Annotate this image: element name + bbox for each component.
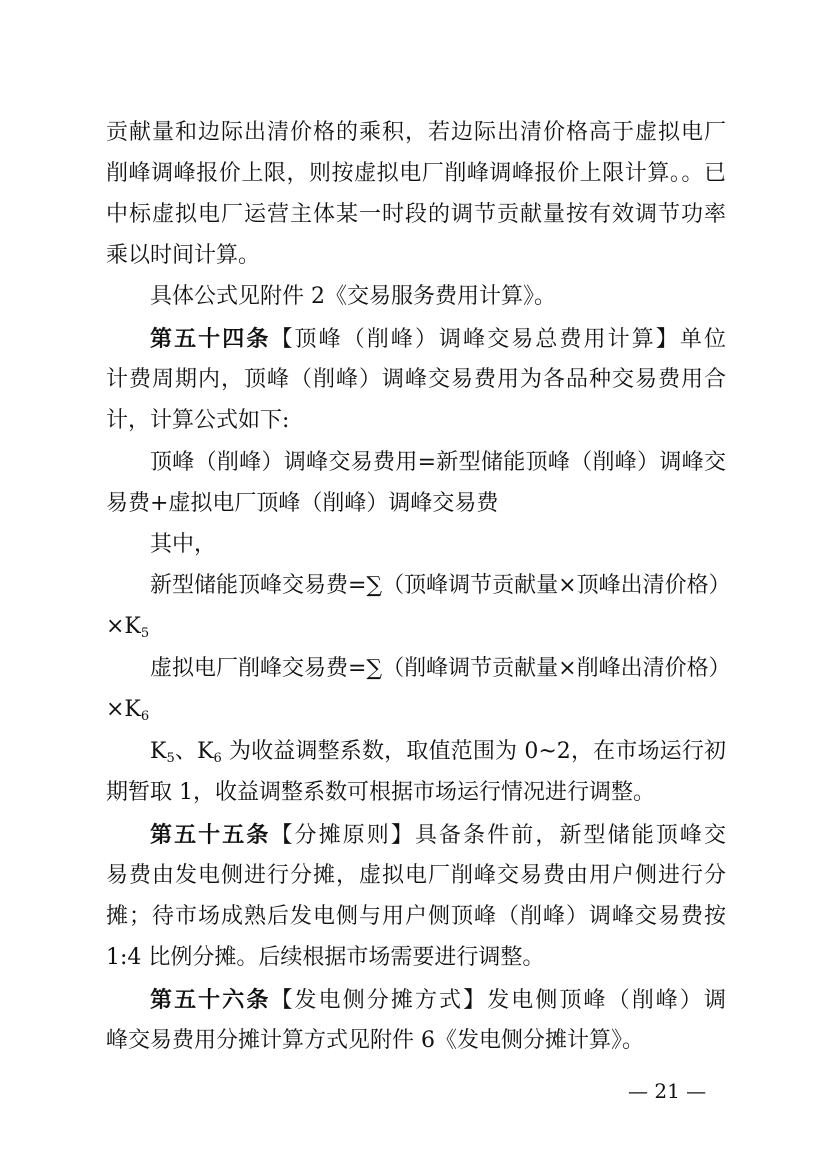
body-line: 中标虚拟电厂运营主体某一时段的调节贡献量按有效调节功率 bbox=[106, 202, 726, 227]
formula-coefficient: ×K bbox=[106, 614, 141, 639]
article-56-line bbox=[150, 983, 726, 1018]
article-55-line bbox=[150, 818, 726, 853]
article-54-text: 【顶峰（削峰）调峰交易总费用计算】单位 bbox=[270, 327, 726, 352]
article-56-text: 【发电侧分摊方式】发电侧顶峰（削峰）调 bbox=[270, 988, 726, 1013]
article-54-heading: 第五十四条 bbox=[150, 326, 271, 352]
coefficient-k: K bbox=[150, 739, 167, 764]
article-55-heading: 第五十五条 bbox=[150, 822, 271, 848]
body-line: 易费由发电侧进行分摊，虚拟电厂削峰交易费由用户侧进行分 bbox=[106, 863, 726, 888]
body-line: 其中， bbox=[150, 532, 217, 557]
formula-line: 顶峰（削峰）调峰交易费用=新型储能顶峰（削峰）调峰交 bbox=[150, 450, 726, 475]
coefficient-subscript: 5 bbox=[166, 751, 175, 766]
coefficient-k: 、K bbox=[174, 739, 214, 764]
formula-coefficient: ×K bbox=[106, 697, 141, 722]
body-line: 贡献量和边际出清价格的乘积，若边际出清价格高于虚拟电厂 bbox=[106, 120, 726, 145]
body-line: 期暂取 1，收益调整系数可根据市场运行情况进行调整。 bbox=[106, 780, 655, 805]
body-line: 具体公式见附件 2《交易服务费用计算》。 bbox=[150, 284, 556, 309]
body-line: 削峰调峰报价上限，则按虚拟电厂削峰调峰报价上限计算。。已 bbox=[106, 161, 726, 186]
formula-subscript: 6 bbox=[140, 709, 150, 724]
body-line: 1:4 比例分摊。后续根据市场需要进行调整。 bbox=[106, 945, 545, 970]
formula-line bbox=[106, 693, 726, 727]
body-text: 为收益调整系数，取值范围为 0~2，在市场运行初 bbox=[221, 739, 726, 764]
body-line: 峰交易费用分摊计算方式见附件 6《发电侧分摊计算》。 bbox=[106, 1028, 644, 1053]
body-line bbox=[150, 735, 726, 769]
body-line: 计费周期内，顶峰（削峰）调峰交易费用为各品种交易费用合 bbox=[106, 367, 726, 392]
formula-line: 易费+虚拟电厂顶峰（削峰）调峰交易费 bbox=[106, 491, 499, 516]
formula-line: 新型储能顶峰交易费=∑（顶峰调节贡献量×顶峰出清价格） bbox=[150, 573, 731, 598]
coefficient-subscript: 6 bbox=[213, 751, 222, 766]
formula-line bbox=[106, 610, 726, 644]
body-line: 计，计算公式如下: bbox=[106, 408, 290, 433]
formula-subscript: 5 bbox=[140, 626, 150, 641]
page-number: — 21 — bbox=[628, 1079, 707, 1103]
article-56-heading: 第五十六条 bbox=[150, 987, 271, 1013]
formula-line: 虚拟电厂削峰交易费=∑（削峰调节贡献量×削峰出清价格） bbox=[150, 656, 731, 681]
body-line: 摊；待市场成熟后发电侧与用户侧顶峰（削峰）调峰交易费按 bbox=[106, 904, 726, 929]
body-line: 乘以时间计算。 bbox=[106, 243, 261, 268]
article-55-text: 【分摊原则】具备条件前，新型储能顶峰交 bbox=[270, 823, 726, 848]
article-54-line bbox=[150, 322, 726, 357]
